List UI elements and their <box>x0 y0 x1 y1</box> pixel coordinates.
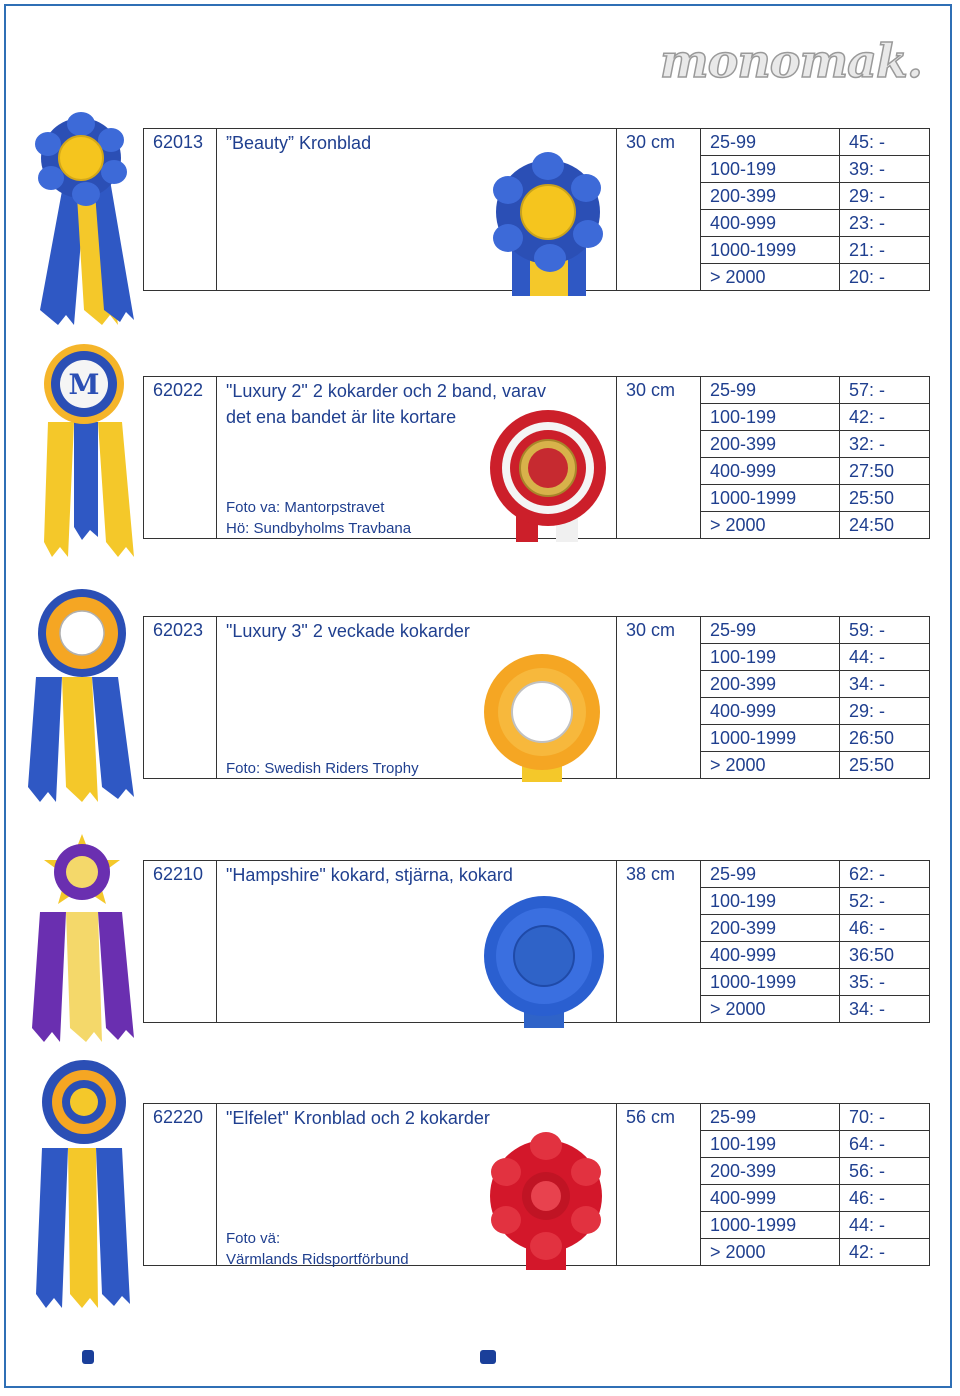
product-name: "Luxury 3" 2 veckade kokarder <box>226 621 470 641</box>
quantity-tier: > 2000 <box>701 1239 840 1266</box>
rosette-photo-detail <box>482 894 606 1028</box>
unit-price: 29: - <box>840 183 930 210</box>
unit-price: 39: - <box>840 156 930 183</box>
page-marker-icon <box>480 1350 496 1364</box>
rosette-photo-detail <box>488 1132 606 1270</box>
rosette-photo-left <box>26 342 146 562</box>
unit-price: 52: - <box>840 888 930 915</box>
page-marker-icon <box>82 1350 94 1364</box>
unit-price: 20: - <box>840 264 930 291</box>
product-code: 62023 <box>144 617 217 644</box>
unit-price: 59: - <box>840 617 930 644</box>
brand-logo-text: monomak. <box>660 34 922 88</box>
product-code: 62022 <box>144 377 217 404</box>
unit-price: 24:50 <box>840 512 930 539</box>
unit-price: 42: - <box>840 1239 930 1266</box>
unit-price: 46: - <box>840 915 930 942</box>
rosette-photo-left <box>26 110 146 330</box>
quantity-tier: 1000-1999 <box>701 485 840 512</box>
quantity-tier: 400-999 <box>701 210 840 237</box>
product-name: ”Beauty” Kronblad <box>226 133 372 153</box>
unit-price: 70: - <box>840 1104 930 1131</box>
quantity-tier: 400-999 <box>701 942 840 969</box>
quantity-tier: 1000-1999 <box>701 1212 840 1239</box>
brand-logo <box>660 34 920 94</box>
quantity-tier: 200-399 <box>701 431 840 458</box>
product-size: 30 cm <box>617 617 701 644</box>
product-size: 56 cm <box>617 1104 701 1131</box>
unit-price: 44: - <box>840 1212 930 1239</box>
product-name: "Luxury 2" 2 kokarder och 2 band, varav det ena bandet är lite kortare <box>226 381 546 427</box>
quantity-tier: 100-199 <box>701 404 840 431</box>
quantity-tier: > 2000 <box>701 264 840 291</box>
rosette-photo-left <box>26 832 146 1044</box>
unit-price: 27:50 <box>840 458 930 485</box>
photo-credit: Foto va: Mantorpstravet Hö: Sundbyholms Travbana <box>226 499 412 537</box>
quantity-tier: 200-399 <box>701 915 840 942</box>
product-size: 30 cm <box>617 129 701 156</box>
unit-price: 46: - <box>840 1185 930 1212</box>
product-code: 62220 <box>144 1104 217 1131</box>
unit-price: 64: - <box>840 1131 930 1158</box>
rosette-photo-detail <box>488 148 608 296</box>
quantity-tier: 200-399 <box>701 1158 840 1185</box>
photo-credit: Foto vä: Värmlands Ridsportförbund <box>226 1230 409 1268</box>
unit-price: 29: - <box>840 698 930 725</box>
product-name: "Elfelet" Kronblad och 2 kokarder <box>226 1108 490 1128</box>
quantity-tier: > 2000 <box>701 996 840 1023</box>
quantity-tier: 200-399 <box>701 183 840 210</box>
quantity-tier: 25-99 <box>701 377 840 404</box>
product-code: 62210 <box>144 861 217 888</box>
unit-price: 56: - <box>840 1158 930 1185</box>
rosette-photo-detail <box>482 650 602 782</box>
unit-price: 32: - <box>840 431 930 458</box>
quantity-tier: > 2000 <box>701 512 840 539</box>
quantity-tier: 400-999 <box>701 458 840 485</box>
unit-price: 57: - <box>840 377 930 404</box>
unit-price: 44: - <box>840 644 930 671</box>
unit-price: 23: - <box>840 210 930 237</box>
unit-price: 34: - <box>840 671 930 698</box>
product-name: "Hampshire" kokard, stjärna, kokard <box>226 865 513 885</box>
quantity-tier: 100-199 <box>701 888 840 915</box>
svg-text:M: M <box>68 368 100 401</box>
product-size: 38 cm <box>617 861 701 888</box>
quantity-tier: 400-999 <box>701 698 840 725</box>
quantity-tier: 100-199 <box>701 1131 840 1158</box>
product-code: 62013 <box>144 129 217 156</box>
unit-price: 26:50 <box>840 725 930 752</box>
quantity-tier: 25-99 <box>701 1104 840 1131</box>
rosette-photo-detail <box>486 408 610 542</box>
unit-price: 35: - <box>840 969 930 996</box>
unit-price: 36:50 <box>840 942 930 969</box>
unit-price: 21: - <box>840 237 930 264</box>
quantity-tier: 1000-1999 <box>701 725 840 752</box>
product-size: 30 cm <box>617 377 701 404</box>
photo-credit: Foto: Swedish Riders Trophy <box>226 760 419 777</box>
unit-price: 42: - <box>840 404 930 431</box>
quantity-tier: 25-99 <box>701 617 840 644</box>
unit-price: 45: - <box>840 129 930 156</box>
quantity-tier: 25-99 <box>701 861 840 888</box>
quantity-tier: 100-199 <box>701 156 840 183</box>
unit-price: 25:50 <box>840 485 930 512</box>
quantity-tier: 200-399 <box>701 671 840 698</box>
quantity-tier: 100-199 <box>701 644 840 671</box>
quantity-tier: 25-99 <box>701 129 840 156</box>
unit-price: 34: - <box>840 996 930 1023</box>
quantity-tier: 400-999 <box>701 1185 840 1212</box>
rosette-photo-left <box>26 587 146 809</box>
quantity-tier: > 2000 <box>701 752 840 779</box>
unit-price: 62: - <box>840 861 930 888</box>
quantity-tier: 1000-1999 <box>701 969 840 996</box>
quantity-tier: 1000-1999 <box>701 237 840 264</box>
unit-price: 25:50 <box>840 752 930 779</box>
rosette-photo-left <box>26 1058 146 1310</box>
